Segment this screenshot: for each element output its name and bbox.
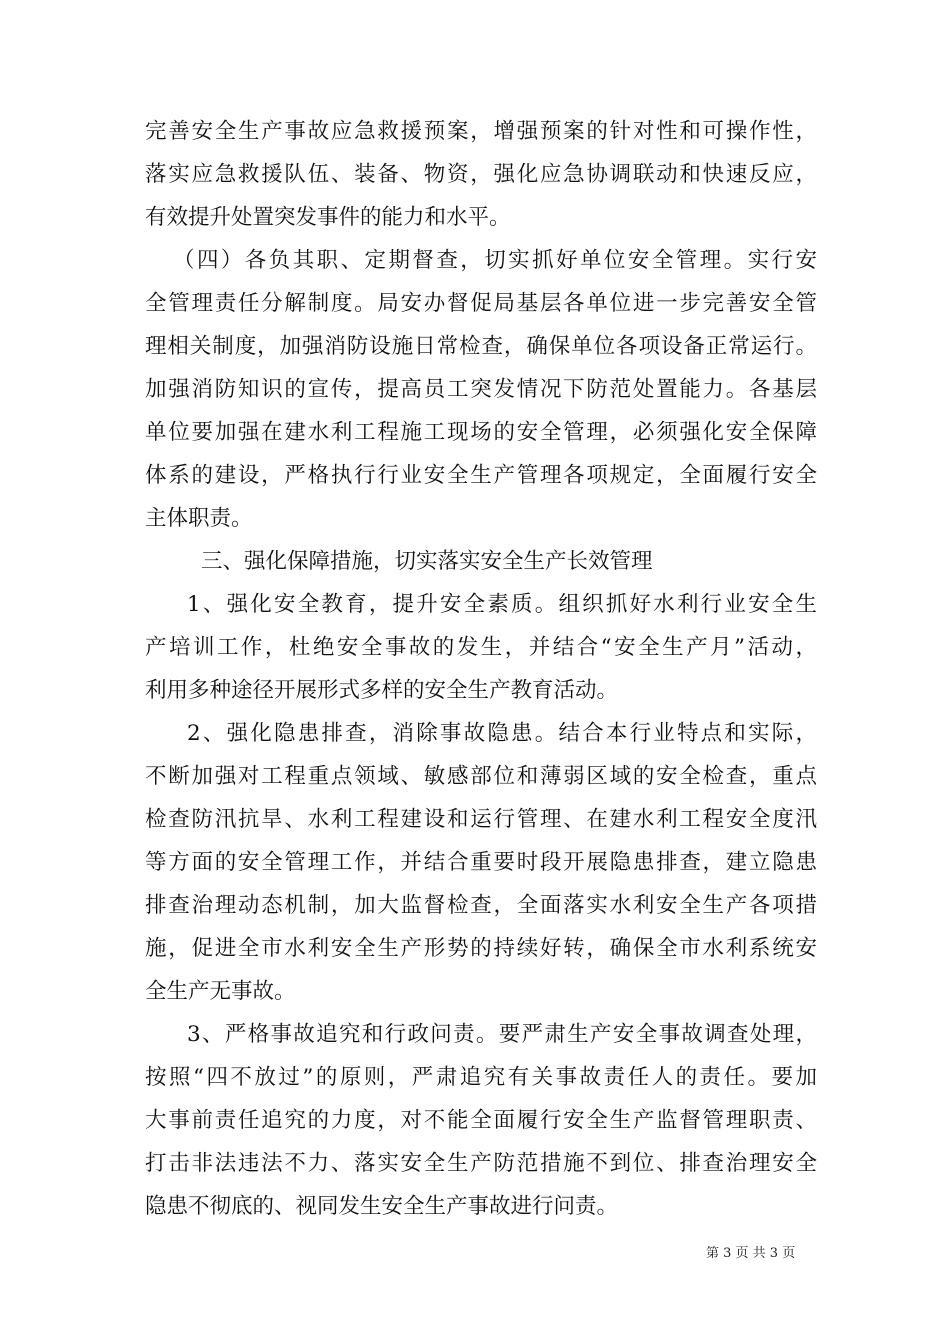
paragraph-line: 打击非法违法不力、落实安全生产防范措施不到位、排查治理安全	[145, 1151, 817, 1176]
paragraph-line: 产培训工作，杜绝安全事故的发生，并结合“安全生产月”活动，	[145, 635, 817, 660]
paragraph-line: 1、强化安全教育，提升安全素质。组织抓好水利行业安全生	[187, 592, 817, 617]
paragraph-line: 全生产无事故。	[145, 979, 296, 1004]
page-number: 第 3 页 共 3 页	[706, 1246, 796, 1261]
paragraph-line: 不断加强对工程重点领域、敏感部位和薄弱区域的安全检查，重点	[145, 764, 817, 789]
paragraph-line: 2、强化隐患排查，消除事故隐患。结合本行业特点和实际，	[187, 721, 817, 746]
document-body	[145, 110, 817, 1228]
paragraph-line: （四）各负其职、定期督查，切实抓好单位安全管理。实行安	[173, 248, 817, 273]
paragraph-line: 排查治理动态机制，加大监督检查，全面落实水利安全生产各项措	[145, 893, 817, 918]
paragraph-line: 利用多种途径开展形式多样的安全生产教育活动。	[145, 678, 619, 703]
paragraph-line: 隐患不彻底的、视同发生安全生产事故进行问责。	[145, 1194, 619, 1219]
paragraph-line: 单位要加强在建水利工程施工现场的安全管理，必须强化安全保障	[145, 420, 817, 445]
paragraph-line: 有效提升处置突发事件的能力和水平。	[145, 205, 511, 230]
paragraph-line: 等方面的安全管理工作，并结合重要时段开展隐患排查，建立隐患	[145, 850, 817, 875]
paragraph-line: 按照“四不放过”的原则，严肃追究有关事故责任人的责任。要加	[145, 1065, 817, 1090]
paragraph-line: 加强消防知识的宣传，提高员工突发情况下防范处置能力。各基层	[145, 377, 817, 402]
paragraph-line: 全管理责任分解制度。局安办督促局基层各单位进一步完善安全管	[145, 291, 817, 316]
paragraph-line: 落实应急救援队伍、装备、物资，强化应急协调联动和快速反应，	[145, 162, 817, 187]
paragraph-line: 理相关制度，加强消防设施日常检查，确保单位各项设备正常运行。	[145, 334, 817, 359]
paragraph-line: 主体职责。	[145, 506, 253, 531]
paragraph-line: 3、严格事故追究和行政问责。要严肃生产安全事故调查处理，	[187, 1022, 817, 1047]
paragraph-line: 大事前责任追究的力度，对不能全面履行安全生产监督管理职责、	[145, 1108, 817, 1133]
section-heading: 三、强化保障措施，切实落实安全生产长效管理	[201, 549, 653, 574]
paragraph-line: 检查防汛抗旱、水利工程建设和运行管理、在建水利工程安全度汛	[145, 807, 817, 832]
paragraph-line: 完善安全生产事故应急救援预案，增强预案的针对性和可操作性，	[145, 119, 817, 144]
paragraph-line: 体系的建设，严格执行行业安全生产管理各项规定，全面履行安全	[145, 463, 817, 488]
paragraph-line: 施，促进全市水利安全生产形势的持续好转，确保全市水利系统安	[145, 936, 817, 961]
